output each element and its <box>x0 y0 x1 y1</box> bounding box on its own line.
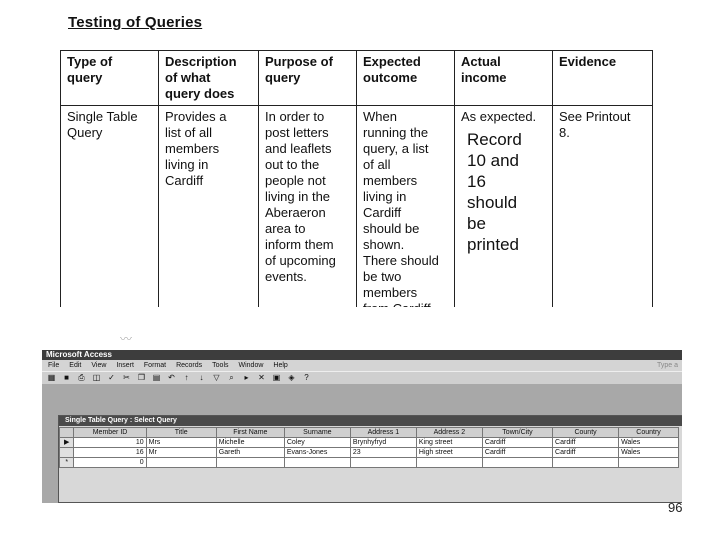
menu-tools[interactable]: Tools <box>212 362 229 369</box>
delete-record-icon[interactable]: ✕ <box>258 373 265 382</box>
sort-asc-icon[interactable]: ↑ <box>184 373 189 382</box>
cell-country[interactable]: Wales <box>619 438 679 448</box>
row-selector-header[interactable] <box>60 428 74 438</box>
table-row <box>61 106 653 321</box>
access-window <box>42 350 682 503</box>
cell-member-id[interactable]: 10 <box>74 438 146 448</box>
cell-town-city[interactable]: Cardiff <box>482 438 552 448</box>
header-evidence: Evidence <box>553 51 653 106</box>
table-row[interactable] <box>60 438 679 448</box>
header-type: Type of query <box>61 51 159 106</box>
col-surname[interactable]: Surname <box>284 428 350 438</box>
cell-first-name[interactable]: Michelle <box>216 438 284 448</box>
row-selector[interactable]: ▶ <box>60 438 74 448</box>
copy-icon[interactable]: ❐ <box>137 373 146 382</box>
query-window-title: Single Table Query : Select Query <box>59 416 682 426</box>
cut-icon[interactable]: ✂ <box>123 373 130 382</box>
cell-town-city[interactable]: Cardiff <box>482 448 552 458</box>
filter-icon[interactable]: ▽ <box>213 373 220 382</box>
cell-town-city[interactable] <box>482 458 552 468</box>
menu-bar <box>42 360 682 371</box>
header-expected: Expected outcome <box>357 51 455 106</box>
row-selector[interactable] <box>60 448 74 458</box>
cell-purpose: In order to post letters and leaflets out to the people not living in the Aberaeron area to inform them of upcoming events. <box>259 106 357 321</box>
cell-first-name[interactable]: Gareth <box>216 448 284 458</box>
cell-county[interactable]: Cardiff <box>553 438 619 448</box>
cell-country[interactable]: Wales <box>619 448 679 458</box>
cell-evidence: See Printout 8. <box>553 106 653 321</box>
menu-format[interactable]: Format <box>143 362 167 369</box>
cell-first-name[interactable] <box>216 458 284 468</box>
header-actual: Actual income <box>455 51 553 106</box>
col-address-1[interactable]: Address 1 <box>350 428 416 438</box>
header-description: Description of what query does <box>159 51 259 106</box>
menu-view[interactable]: View <box>91 362 107 369</box>
menu-file[interactable]: File <box>48 362 60 369</box>
cell-description: Provides a list of all members living in Cardiff <box>159 106 259 321</box>
cell-title[interactable] <box>146 458 216 468</box>
database-window-icon[interactable]: ▣ <box>272 373 281 382</box>
cell-address-2[interactable] <box>416 458 482 468</box>
cell-county[interactable] <box>553 458 619 468</box>
datasheet-header <box>60 428 679 438</box>
menu-insert[interactable]: Insert <box>116 362 134 369</box>
menu-edit[interactable]: Edit <box>69 362 82 369</box>
new-record-icon[interactable]: ▸ <box>244 373 249 382</box>
cell-address-1[interactable]: Brynhyfryd <box>350 438 416 448</box>
cell-member-id[interactable]: 16 <box>74 448 146 458</box>
toolbar <box>42 371 682 384</box>
col-county[interactable]: County <box>553 428 619 438</box>
col-title[interactable]: Title <box>146 428 216 438</box>
cell-member-id[interactable]: 0 <box>74 458 146 468</box>
new-record-selector[interactable]: * <box>60 458 74 468</box>
help-search-box[interactable]: Type a <box>656 362 678 369</box>
testing-table <box>60 50 653 321</box>
menu-window[interactable]: Window <box>238 362 264 369</box>
cell-address-1[interactable] <box>350 458 416 468</box>
save-icon[interactable]: ■ <box>64 373 69 382</box>
col-first-name[interactable]: First Name <box>216 428 284 438</box>
sort-desc-icon[interactable]: ↓ <box>199 373 204 382</box>
preview-icon[interactable]: ◫ <box>92 373 101 382</box>
menu-records[interactable]: Records <box>176 362 203 369</box>
print-icon[interactable]: ⎙ <box>78 373 85 382</box>
view-icon[interactable]: ▦ <box>47 373 56 382</box>
menu-help[interactable]: Help <box>273 362 288 369</box>
table-crop-mask <box>58 307 654 321</box>
col-address-2[interactable]: Address 2 <box>416 428 482 438</box>
cell-address-2[interactable]: King street <box>416 438 482 448</box>
access-title: Microsoft Access <box>42 350 682 360</box>
col-country[interactable]: Country <box>619 428 679 438</box>
cell-title[interactable]: Mrs <box>146 438 216 448</box>
undo-icon[interactable]: ↶ <box>168 373 175 382</box>
page-number: 96 <box>668 500 683 515</box>
handwritten-note: Record 10 and 16 should be printed <box>467 130 522 254</box>
find-icon[interactable]: ⌕ <box>229 373 234 382</box>
query-datasheet <box>59 427 679 468</box>
spelling-icon[interactable]: ✓ <box>108 373 115 382</box>
cell-surname[interactable] <box>284 458 350 468</box>
cell-title[interactable]: Mr <box>146 448 216 458</box>
scan-mark-icon: 〰 <box>120 332 133 346</box>
new-object-icon[interactable]: ◈ <box>288 373 295 382</box>
paste-icon[interactable]: ▤ <box>152 373 161 382</box>
cell-type: Single Table Query <box>61 106 159 321</box>
cell-county[interactable]: Cardiff <box>553 448 619 458</box>
cell-country[interactable] <box>619 458 679 468</box>
cell-address-2[interactable]: High street <box>416 448 482 458</box>
col-town-city[interactable]: Town/City <box>482 428 552 438</box>
table-row[interactable] <box>60 448 679 458</box>
page-heading: Testing of Queries <box>68 14 203 31</box>
new-record-row[interactable] <box>60 458 679 468</box>
col-member-id[interactable]: Member ID <box>74 428 146 438</box>
query-window <box>58 415 682 503</box>
cell-surname[interactable]: Evans-Jones <box>284 448 350 458</box>
help-icon[interactable]: ? <box>304 373 309 382</box>
table-header-row <box>61 51 653 106</box>
header-purpose: Purpose of query <box>259 51 357 106</box>
cell-expected: When running the query, a list of all members living in Cardiff should be shown. There should be two members <box>357 106 455 321</box>
cell-surname[interactable]: Coley <box>284 438 350 448</box>
cell-actual: As expected. Record 10 and 16 should be printed <box>455 106 553 321</box>
cell-address-1[interactable]: 23 <box>350 448 416 458</box>
